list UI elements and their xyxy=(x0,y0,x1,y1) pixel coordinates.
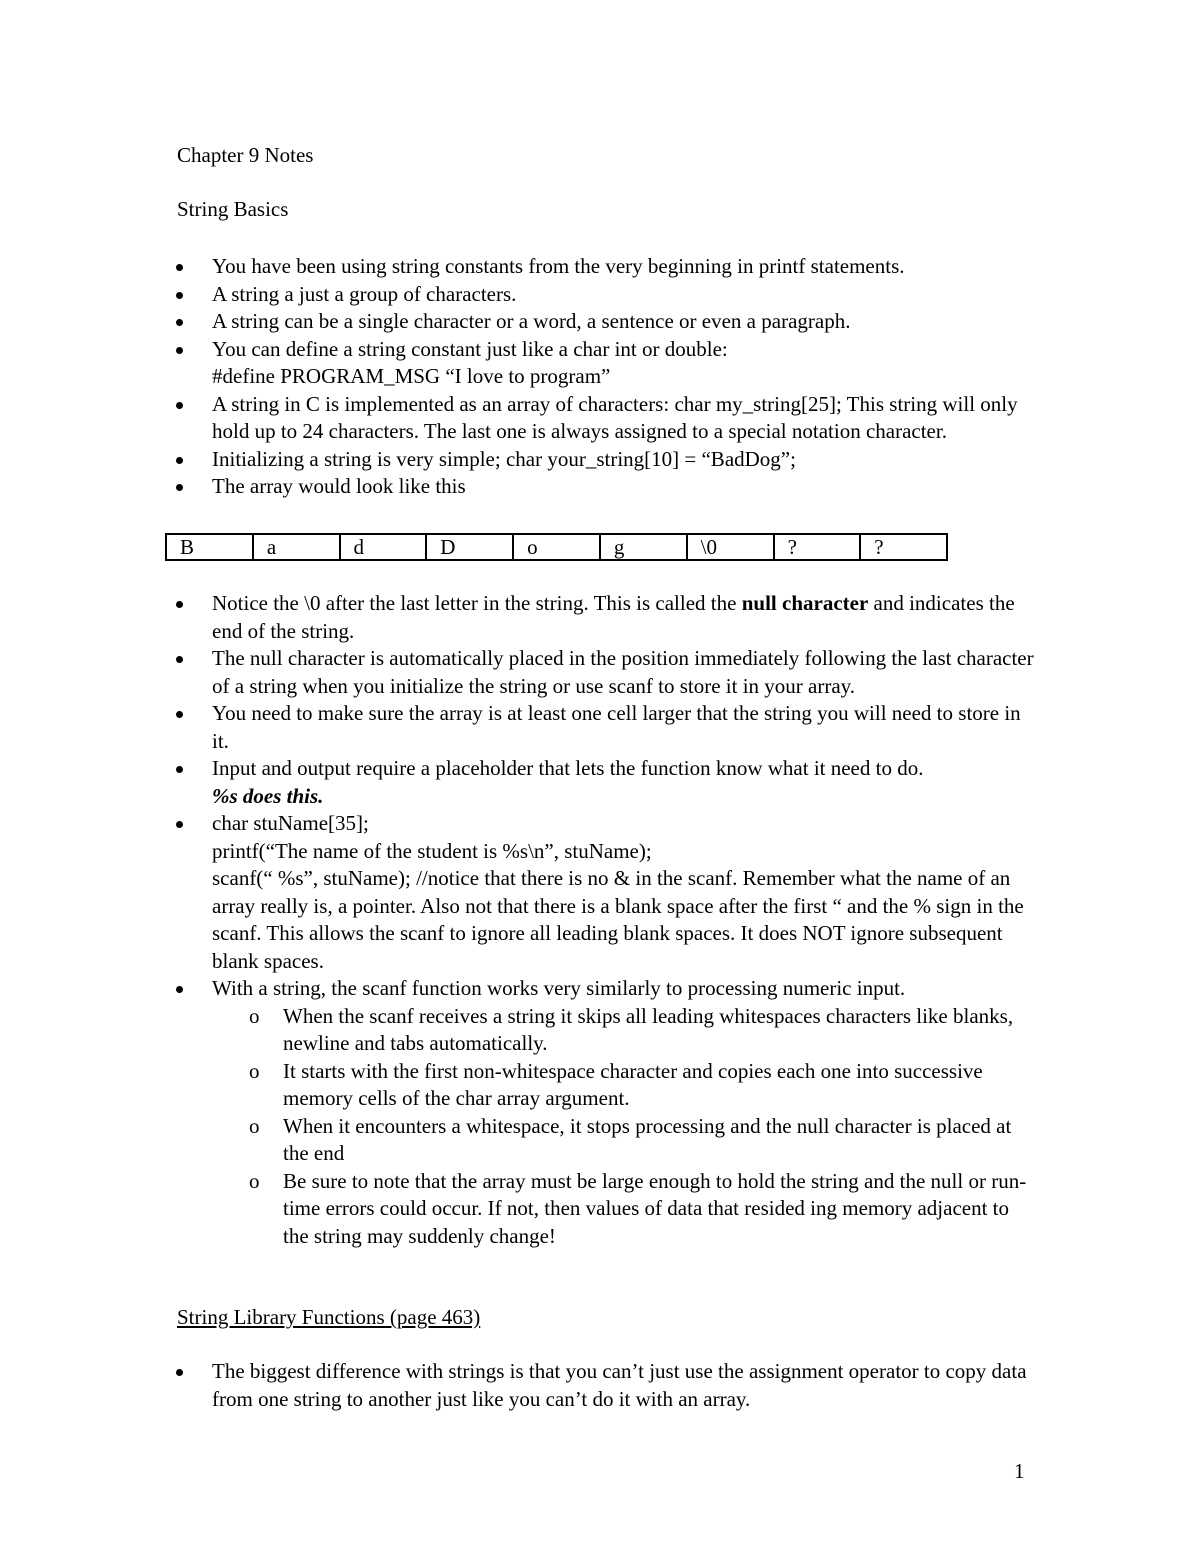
array-cell: a xyxy=(253,534,340,560)
sub-list-item: o When the scanf receives a string it skips all leading whitespaces characters like blanks, newline and tabs automatically. xyxy=(212,1003,1036,1058)
list-item: You have been using string constants from the very beginning in printf statements. xyxy=(166,253,1036,281)
code-line: printf(“The name of the student is %s\n”, stuName); xyxy=(212,838,652,863)
sub-list-item: o Be sure to note that the array must be large enough to hold the string and the null or run-time errors could occur. If not, then values of data that resided ing memory adjacent to the string may suddenly change! xyxy=(212,1168,1036,1251)
list-item xyxy=(166,810,1036,975)
char-array-table xyxy=(165,533,948,561)
bullet-list-null-char xyxy=(166,590,1036,1250)
page-number: 1 xyxy=(1014,1459,1025,1483)
section-heading-library-functions: String Library Functions (page 463) xyxy=(177,1305,481,1329)
sub-list-item: o It starts with the first non-whitespace character and copies each one into successive memory cells of the char array argument. xyxy=(212,1058,1036,1113)
array-cell: g xyxy=(600,534,687,560)
array-cell: ? xyxy=(860,534,947,560)
list-item: A string can be a single character or a word, a sentence or even a paragraph. xyxy=(166,308,1036,336)
list-item: The null character is automatically placed in the position immediately following the last character of a string when you initialize the string or use scanf to store it in your array. xyxy=(166,645,1036,700)
define-example: #define PROGRAM_MSG “I love to program” xyxy=(212,364,611,388)
array-cell: d xyxy=(340,534,427,560)
table-row xyxy=(166,534,947,560)
list-item-text xyxy=(212,783,1036,811)
bullet-list-basics xyxy=(166,253,1036,501)
list-item: You need to make sure the array is at least one cell larger that the string you will need to store in it. xyxy=(166,700,1036,755)
list-item-text: Input and output require a placeholder that lets the function know what it need to do. xyxy=(212,756,924,780)
list-item: A string in C is implemented as an array of characters: char my_string[25]; This string will only hold up to 24 characters. The last one is always assigned to a special notation character. xyxy=(166,391,1036,446)
null-character-term: null character xyxy=(741,591,869,615)
sub-bullet-list xyxy=(212,1003,1036,1251)
list-item-text: You can define a string constant just like a char int or double: xyxy=(212,336,728,361)
list-item: Initializing a string is very simple; char your_string[10] = “BadDog”; xyxy=(166,446,1036,474)
format-specifier: %s does this. xyxy=(212,783,324,808)
array-cell: ? xyxy=(774,534,861,560)
list-item xyxy=(166,975,1036,1250)
list-item: A string a just a group of characters. xyxy=(166,281,1036,309)
bullet-list-library xyxy=(166,1358,1036,1413)
array-cell: \0 xyxy=(687,534,774,560)
array-cell: o xyxy=(513,534,600,560)
list-item xyxy=(166,755,1036,810)
list-item: The array would look like this xyxy=(166,473,1036,501)
list-item xyxy=(166,336,1036,391)
sub-list-item: o When it encounters a whitespace, it stops processing and the null character is placed at the end xyxy=(212,1113,1036,1168)
text-span: and indicates the end of the string. xyxy=(212,591,1015,643)
list-item xyxy=(166,590,1036,645)
list-item: The biggest difference with strings is that you can’t just use the assignment operator to copy data from one string to another just like you can’t do it with an array. xyxy=(166,1358,1036,1413)
section-title-string-basics: String Basics xyxy=(177,197,289,221)
code-line: scanf(“ %s”, stuName); //notice that there is no & in the scanf. Remember what the name of an array really is, a pointer. Also not that there is a blank space after the first “ and the % sign in the scanf. This allows the scanf to ignore all leading blank spaces. It does NOT ignore subsequent blank spaces. xyxy=(212,866,1024,973)
array-cell: B xyxy=(166,534,253,560)
list-item-text: With a string, the scanf function works very similarly to processing numeric input. xyxy=(212,976,906,1000)
page-title: Chapter 9 Notes xyxy=(177,143,314,167)
array-cell: D xyxy=(426,534,513,560)
code-line: char stuName[35]; xyxy=(212,811,369,835)
text-span: Notice the \0 after the last letter in the string. This is called the xyxy=(212,591,742,615)
